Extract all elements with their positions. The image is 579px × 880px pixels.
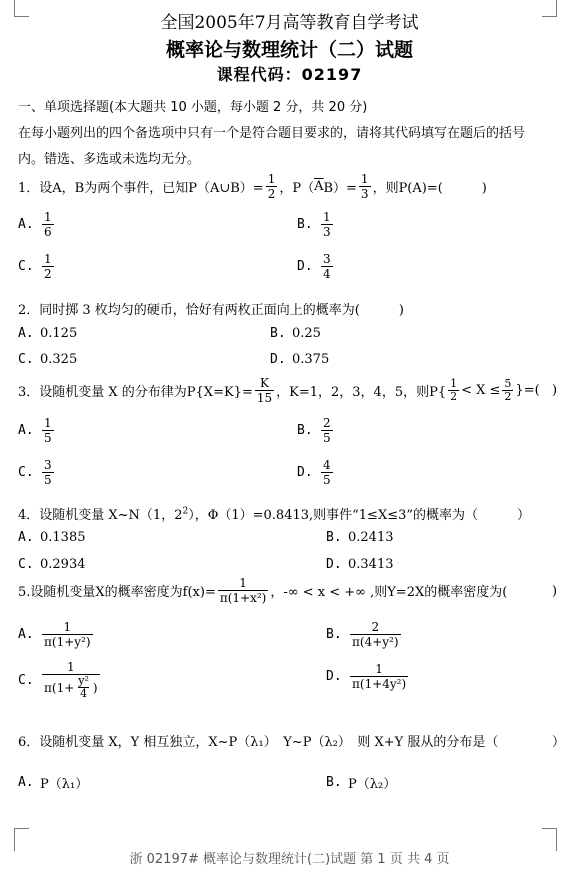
q1-fraction-2: [359, 172, 371, 201]
q2-option-d: [270, 352, 329, 367]
denominator: 5: [44, 473, 52, 487]
denominator-part: π(1+: [44, 680, 75, 695]
option-label: B.: [297, 217, 313, 232]
q3-fraction-half: [448, 378, 459, 403]
numerator: 1: [63, 620, 72, 634]
option-fraction: [42, 620, 93, 649]
q3-stem-part: 3．设随机变量 X 的分布律为P{X=K}=: [18, 385, 253, 400]
option-label: D.: [297, 259, 313, 274]
numerator: 5: [504, 377, 512, 390]
denominator: π(1+y²): [44, 635, 91, 649]
option-text: P（λ₁）: [40, 777, 89, 792]
q4-superscript: 2: [182, 506, 189, 517]
denominator: 6: [44, 225, 52, 239]
q3-stem-part: }=(: [515, 383, 540, 398]
q6-stem-close: ）: [552, 735, 566, 750]
question-1-stem: [18, 172, 487, 201]
denominator: 4: [323, 267, 331, 281]
denominator: π(1+x²): [219, 591, 267, 605]
option-label: A.: [18, 326, 34, 341]
q5-fraction-density: [218, 576, 269, 605]
option-text: 0.325: [40, 352, 78, 367]
denominator: 2: [44, 267, 52, 281]
option-label: D.: [297, 465, 313, 480]
q1-option-a: [18, 210, 56, 239]
numerator: 1: [44, 252, 52, 266]
option-label: C.: [18, 259, 34, 274]
question-4-stem: [18, 504, 530, 523]
q1-stem-part: ，P（: [279, 181, 315, 196]
numerator: 3: [323, 252, 331, 266]
denominator: 2: [450, 390, 458, 403]
q3-option-a: [18, 416, 56, 445]
option-text: 0.3413: [348, 557, 394, 572]
q1-f1-denominator: 2: [267, 187, 276, 201]
denominator: π(4+y²): [352, 635, 399, 649]
option-fraction: [321, 252, 333, 281]
option-label: D.: [326, 669, 342, 684]
q3-option-b: [297, 416, 335, 445]
question-3-stem: [18, 376, 540, 405]
option-text: 0.2413: [348, 530, 394, 545]
q1-option-d: [297, 252, 335, 281]
option-label: D.: [326, 557, 342, 572]
q5-option-c: [18, 660, 102, 700]
option-fraction: [350, 620, 401, 649]
q1-stem-part: B）=: [323, 181, 357, 196]
nested-fraction: [76, 675, 91, 700]
denominator-part: ): [92, 680, 98, 695]
numerator: 1: [44, 210, 52, 224]
option-label: C.: [18, 672, 34, 688]
q1-f1-numerator: 1: [267, 172, 276, 186]
option-fraction: [350, 662, 408, 691]
option-text: 0.25: [292, 326, 321, 341]
numerator: 1: [375, 662, 383, 676]
instruction-line-2: 内。错选、多选或未选均无分。: [18, 152, 201, 167]
question-2-stem: 2．同时掷 3 枚均匀的硬币，恰好有两枚正面向上的概率为( ): [18, 303, 404, 318]
q3-stem-part: < X ≤: [461, 383, 501, 398]
q3-option-c: [18, 458, 56, 487]
option-text: 0.375: [292, 352, 330, 367]
q3-fraction-k: [255, 376, 274, 405]
q4-option-d: [326, 557, 394, 572]
q6-option-a: [18, 773, 88, 792]
q5-option-a: [18, 620, 95, 649]
option-label: A.: [18, 775, 34, 790]
q4-stem-part: ），Φ（1）=0.8413,则事件“1≤X≤3”的概率为（ ）: [188, 508, 531, 523]
option-fraction: [321, 210, 333, 239]
q5-stem-part: 5.设随机变量X的概率密度为f(x)=: [18, 585, 216, 600]
numerator: 1: [66, 660, 75, 674]
q3-option-d: [297, 458, 335, 487]
q1-fraction-1: [266, 172, 278, 201]
option-label: A.: [18, 423, 34, 438]
option-label: C.: [18, 352, 34, 367]
q5-option-b: [326, 620, 403, 649]
q5-stem-close: ): [552, 584, 558, 599]
option-fraction: [42, 660, 100, 700]
denominator: 3: [323, 225, 331, 239]
option-label: B.: [270, 326, 286, 341]
numerator: 1: [323, 210, 331, 224]
denominator: [42, 674, 100, 700]
q3-stem-part: ，K=1，2，3，4，5，则P{: [276, 385, 447, 400]
q1-stem-part: ，则P(A)=( ): [372, 181, 487, 196]
numerator: 3: [44, 458, 52, 472]
exam-title: 全国2005年7月高等教育自学考试: [160, 13, 419, 33]
option-fraction: [42, 458, 54, 487]
q1-stem-part: 1．设A，B为两个事件，已知P（A∪B）=: [18, 181, 264, 196]
q2-option-a: [18, 326, 77, 341]
q2-option-b: [270, 326, 321, 341]
instruction-line-1: 在每小题列出的四个备选项中只有一个是符合题目要求的，请将其代码填写在题后的括号: [18, 126, 526, 141]
question-5-stem: [18, 576, 507, 605]
numerator: 1: [239, 576, 247, 590]
option-label: B.: [297, 423, 313, 438]
option-label: B.: [326, 530, 342, 545]
numerator: 2: [323, 416, 331, 430]
option-label: A.: [18, 627, 34, 642]
option-label: C.: [18, 465, 34, 480]
page-footer: 浙 02197# 概率论与数理统计(二)试题 第 1 页 共 4 页: [129, 852, 450, 867]
numerator: 2: [371, 620, 380, 634]
q2-option-c: [18, 352, 77, 367]
option-fraction: [321, 458, 333, 487]
option-label: A.: [18, 217, 34, 232]
q3-stem-close: ): [552, 383, 558, 398]
option-text: 0.125: [40, 326, 78, 341]
option-text: 0.2934: [40, 557, 86, 572]
option-label: B.: [326, 775, 342, 790]
denominator: 15: [256, 391, 273, 405]
numerator: 1: [450, 377, 458, 390]
denominator: 5: [323, 431, 331, 445]
q4-stem-part: 4．设随机变量 X~N（1，2: [18, 508, 183, 523]
q1-option-c: [18, 252, 56, 281]
q1-option-b: [297, 210, 335, 239]
question-6-stem: 6．设随机变量 X，Y 相互独立，X~P（λ₁） Y~P（λ₂） 则 X+Y 服从的分布是（: [18, 735, 499, 750]
numerator: K: [260, 376, 269, 390]
q1-abar: $\overline{A}$: [314, 179, 324, 194]
q4-option-c: [18, 557, 86, 572]
numerator: y²: [78, 674, 89, 687]
q6-option-b: [326, 773, 396, 792]
q4-option-b: [326, 530, 394, 545]
denominator: π(1+4y²): [352, 677, 407, 691]
option-fraction: [42, 210, 54, 239]
numerator: 1: [44, 416, 52, 430]
option-fraction: [42, 252, 54, 281]
q4-option-a: [18, 530, 86, 545]
q3-fraction-five-halves: [502, 378, 513, 403]
section-heading: 一、单项选择题(本大题共 10 小题，每小题 2 分，共 20 分): [18, 100, 368, 115]
subject-title: 概率论与数理统计（二）试题: [165, 39, 413, 61]
numerator: 4: [323, 458, 331, 472]
option-text: P（λ₂）: [348, 777, 397, 792]
course-code: 课程代码：02197: [216, 65, 363, 84]
option-label: D.: [270, 352, 286, 367]
q1-f2-numerator: 1: [360, 172, 369, 186]
option-label: B.: [326, 627, 342, 642]
option-text: 0.1385: [40, 530, 86, 545]
denominator: 2: [504, 390, 512, 403]
option-label: A.: [18, 530, 34, 545]
denominator: 4: [80, 687, 88, 700]
option-label: C.: [18, 557, 34, 572]
option-fraction: [42, 416, 54, 445]
denominator: 5: [323, 473, 331, 487]
q5-stem-part: ，-∞ < x < +∞ ,则Y=2X的概率密度为(: [270, 585, 508, 600]
q1-f2-denominator: 3: [360, 187, 369, 201]
q5-option-d: [326, 662, 410, 691]
option-fraction: [321, 416, 333, 445]
denominator: 5: [44, 431, 52, 445]
